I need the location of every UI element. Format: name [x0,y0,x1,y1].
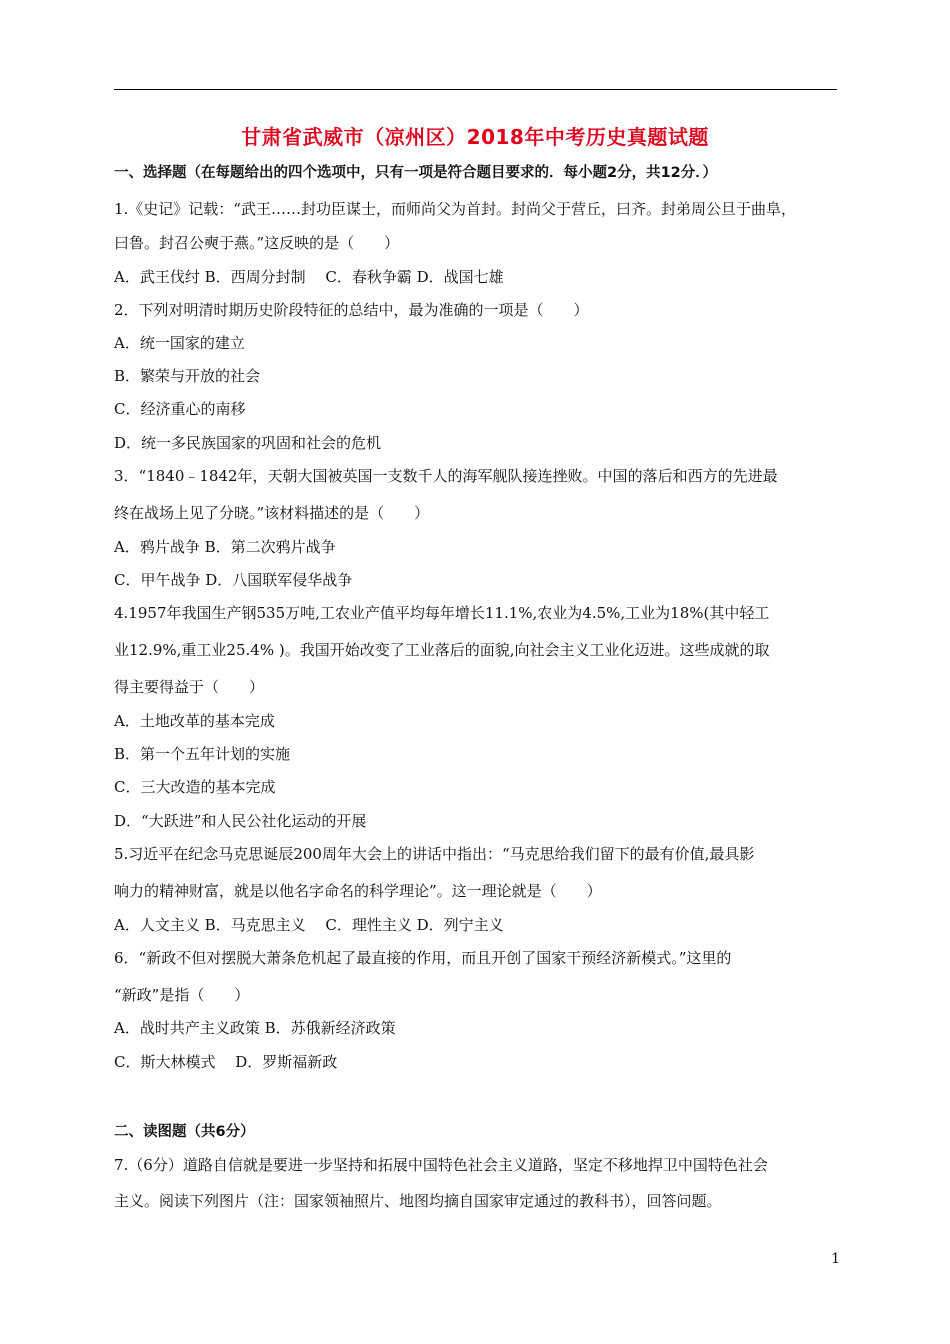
document-title: 甘肃省武威市（凉州区）2018年中考历史真题试题 [241,125,709,149]
q3-options-cd: C．甲午战争 D．八国联军侵华战争 [114,571,353,589]
q4-option-b: B．第一个五年计划的实施 [114,745,291,763]
section1-heading: 一、选择题（在每题给出的四个选项中，只有一项是符合题目要求的．每小题2分，共12分．） [114,165,718,181]
q3-line1: 3．“1840﹣1842年，天朝大国被英国一支数千人的海军舰队接连挫败。中国的落后和西方的先进最 [114,467,778,485]
section2-heading: 二、读图题（共6分） [114,1124,255,1140]
q1-options: A．武王伐纣 B．西周分封制 C．春秋争霸 D．战国七雄 [114,268,504,286]
q5-line1: 5.习近平在纪念马克思诞辰200周年大会上的讲话中指出：“马克思给我们留下的最有价值,最具影 [114,845,755,863]
q4-line3: 得主要得益于（ ） [114,678,265,696]
q2-option-d: D．统一多民族国家的巩固和社会的危机 [114,434,382,452]
q5-line2: 响力的精神财富，就是以他名字命名的科学理论”。这一理论就是（ ） [114,882,602,900]
q5-options: A．人文主义 B．马克思主义 C．理性主义 D．列宁主义 [114,916,504,934]
q4-option-d: D．“大跃进”和人民公社化运动的开展 [114,812,367,830]
q3-line2: 终在战场上见了分晓。”该材料描述的是（ ） [114,504,430,522]
q4-option-a: A．土地改革的基本完成 [114,712,275,730]
q4-line2: 业12.9%,重工业25.4% )。我国开始改变了工业落后的面貌,向社会主义工业化迈进。这些成就的取 [114,641,770,659]
q2-line1: 2．下列对明清时期历史阶段特征的总结中，最为准确的一项是（ ） [114,301,589,319]
q6-line1: 6．“新政不但对摆脱大萧条危机起了最直接的作用，而且开创了国家干预经济新模式。”这里的 [114,949,732,967]
q2-option-b: B．繁荣与开放的社会 [114,367,261,385]
q2-option-a: A．统一国家的建立 [114,334,245,352]
q7-line1: 7.（6分）道路自信就是要进一步坚持和拓展中国特色社会主义道路，坚定不移地捍卫中国特色社会 [114,1156,768,1174]
q4-line1: 4.1957年我国生产钢535万吨,工农业产值平均每年增长11.1%,农业为4.5%,工业为18%(其中轻工 [114,604,770,622]
q2-option-c: C．经济重心的南移 [114,400,246,418]
q3-options-ab: A．鸦片战争 B．第二次鸦片战争 [114,538,336,556]
page-number: 1 [831,1251,840,1267]
header-rule [114,89,837,90]
q1-line2: 曰鲁。封召公奭于燕。”这反映的是（ ） [114,234,400,252]
q7-line2: 主义。阅读下列图片（注：国家领袖照片、地图均摘自国家审定通过的教科书），回答问题。 [114,1192,722,1210]
q6-options-ab: A．战时共产主义政策 B．苏俄新经济政策 [114,1019,396,1037]
q4-option-c: C．三大改造的基本完成 [114,778,276,796]
q1-line1: 1.《史记》记载：“武王……封功臣谋士，而师尚父为首封。封尚父于营丘，曰齐。封弟周公旦于曲阜， [114,200,796,218]
q6-line2: “新政”是指（ ） [114,986,250,1004]
q6-options-cd: C．斯大林模式 D．罗斯福新政 [114,1053,338,1071]
